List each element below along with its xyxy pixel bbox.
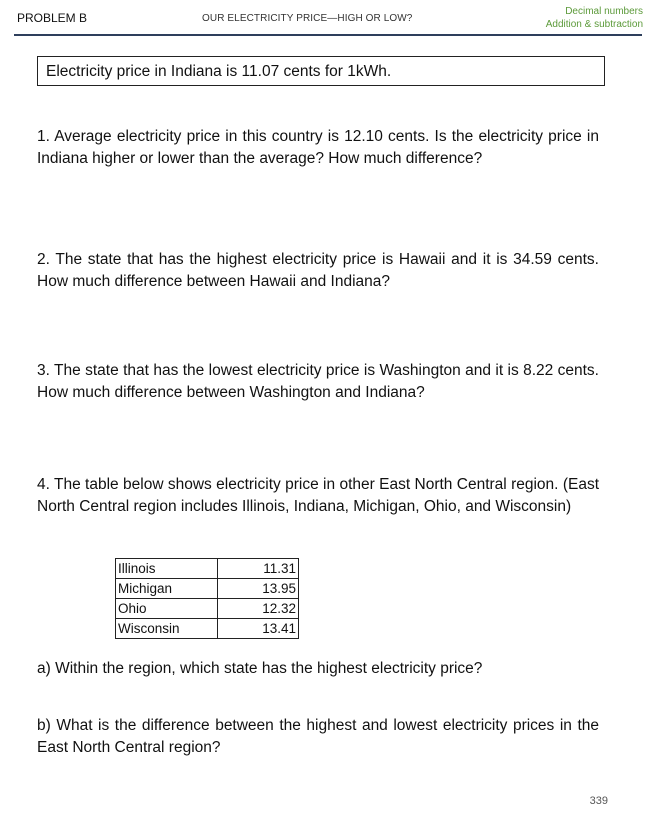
table-row <box>116 559 299 579</box>
topic-line-1: Decimal numbers <box>565 6 643 17</box>
table-cell-state: Michigan <box>116 579 218 599</box>
table-cell-state: Illinois <box>116 559 218 579</box>
question-2: 2. The state that has the highest electricity price is Hawaii and it is 34.59 cents. How much difference between Hawaii and Indiana? <box>37 251 599 290</box>
topic-line-2: Addition & subtraction <box>545 19 643 30</box>
problem-label: PROBLEM B <box>17 11 88 25</box>
table-cell-price: 11.31 <box>218 559 299 579</box>
question-4: 4. The table below shows electricity price in other East North Central region. (East North Central region includes Illinois, Indiana, Michigan, Ohio, and Wisconsin) <box>37 476 599 515</box>
table-cell-price: 12.32 <box>218 599 299 619</box>
table-row <box>116 579 299 599</box>
table-cell-price: 13.95 <box>218 579 299 599</box>
table-row <box>116 619 299 639</box>
table-cell-state: Wisconsin <box>116 619 218 639</box>
question-1: 1. Average electricity price in this country is 12.10 cents. Is the electricity price in Indiana higher or lower than the average? How much difference? <box>37 128 599 167</box>
price-table <box>115 558 299 639</box>
sub-question-b: b) What is the difference between the highest and lowest electricity prices in the East North Central region? <box>37 717 599 756</box>
worksheet-title: OUR ELECTRICITY PRICE—HIGH OR LOW? <box>202 13 413 24</box>
table-cell-price: 13.41 <box>218 619 299 639</box>
header-rule <box>14 34 642 36</box>
question-3: 3. The state that has the lowest electricity price is Washington and it is 8.22 cents. How much difference between Washington and Indiana? <box>37 362 599 401</box>
sub-question-a: a) Within the region, which state has the highest electricity price? <box>37 660 483 677</box>
topic-label <box>546 5 643 31</box>
page-number: 339 <box>589 795 608 807</box>
table-row <box>116 599 299 619</box>
table-cell-state: Ohio <box>116 599 218 619</box>
intro-box: Electricity price in Indiana is 11.07 cents for 1kWh. <box>37 56 605 86</box>
